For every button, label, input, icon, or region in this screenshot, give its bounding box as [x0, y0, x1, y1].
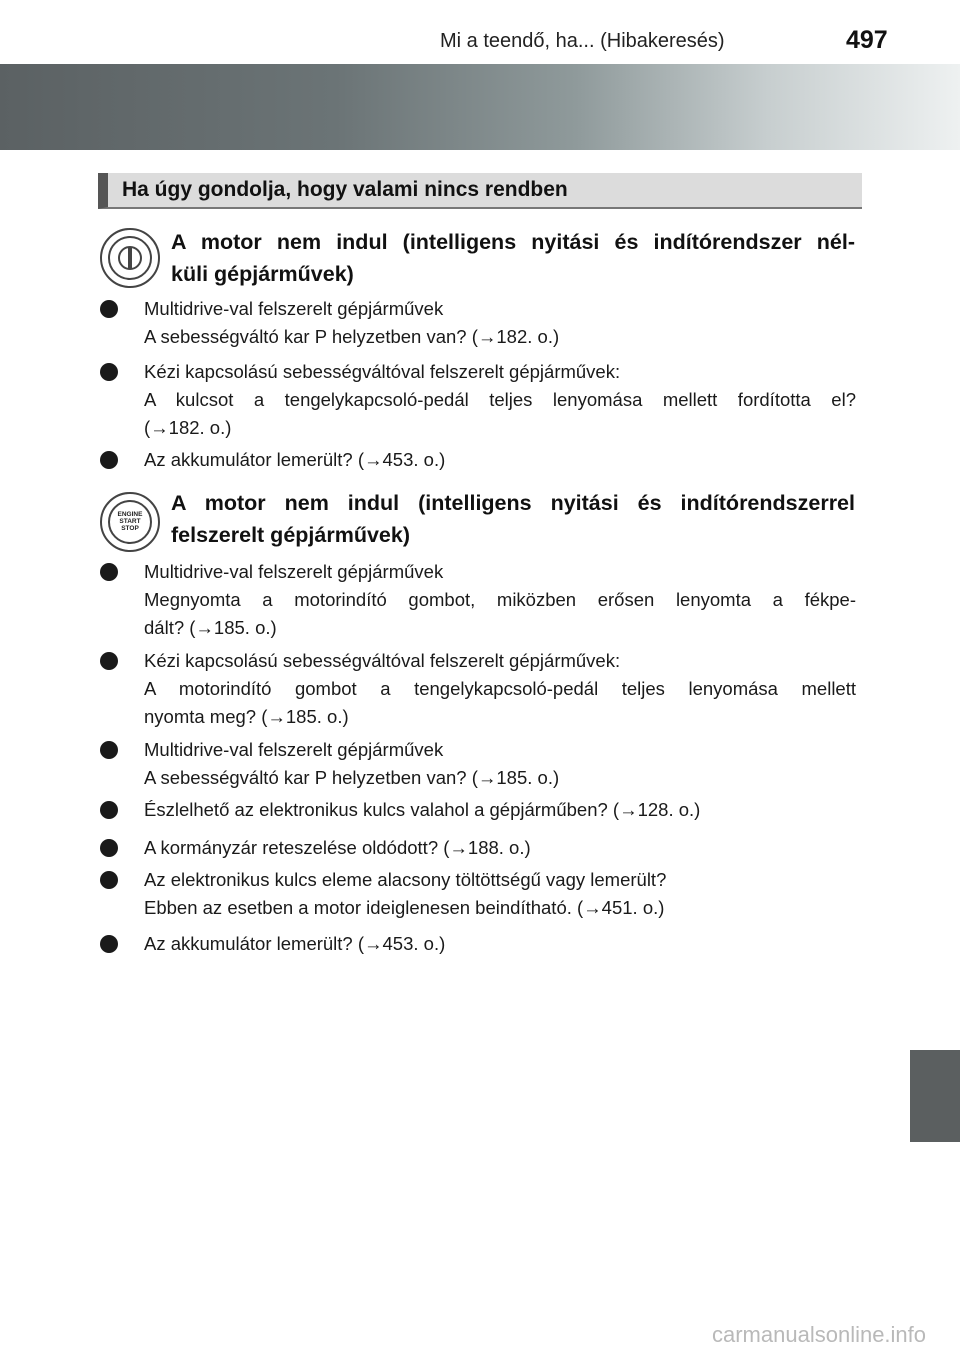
section-header	[98, 173, 862, 209]
chapter-band	[0, 64, 960, 150]
page-number: 497	[846, 26, 888, 54]
engine-start-stop-icon: ENGINE START STOP	[100, 492, 160, 552]
bullet	[100, 451, 118, 469]
bullet	[100, 741, 118, 759]
chapter-side-tab	[910, 1050, 960, 1142]
bullet	[100, 839, 118, 857]
subsection-heading: A motor nem indul (intelligens nyitási és indítórendszerrel felszerelt gépjárművek)	[171, 491, 855, 547]
bullet	[100, 563, 118, 581]
subsection-heading: A motor nem indul (intelligens nyitási és indítórendszer nél- küli gépjárművek)	[171, 230, 855, 286]
bullet	[100, 871, 118, 889]
ignition-key-icon	[100, 228, 160, 288]
bullet	[100, 300, 118, 318]
bullet	[100, 801, 118, 819]
bullet	[100, 363, 118, 381]
watermark: carmanualsonline.info	[712, 1322, 927, 1347]
bullet	[100, 935, 118, 953]
bullet	[100, 652, 118, 670]
section-title: Ha úgy gondolja, hogy valami nincs rendben	[122, 178, 568, 201]
running-header-title: Mi a teendő, ha... (Hibakeresés)	[440, 30, 725, 52]
